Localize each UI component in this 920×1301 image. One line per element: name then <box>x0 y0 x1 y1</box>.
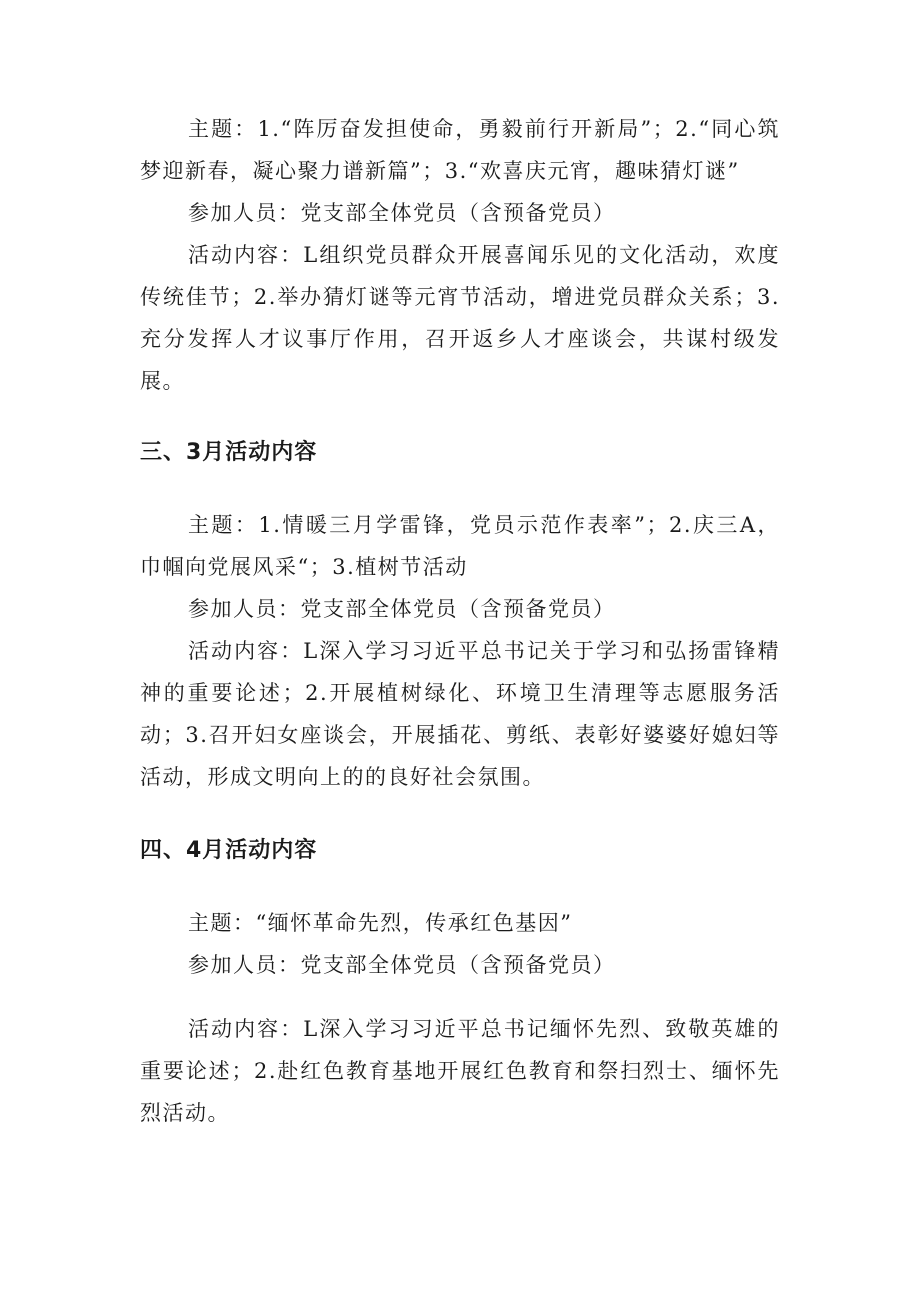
section2-theme: 主题：1.“阵厉奋发担使命，勇毅前行开新局”；2.“同心筑梦迎新春，凝心聚力谱新篇”；3.“欢喜庆元宵，趣味猜灯谜” <box>140 117 780 183</box>
section3-theme: 主题：1.情暖三月学雷锋，党员示范作表率”；2.庆三A，巾帼向党展风采“；3.植树节活动 <box>140 513 780 579</box>
section2-content: 活动内容：L组织党员群众开展喜闻乐见的文化活动，欢度传统佳节；2.举办猜灯谜等元宵节活动，增进党员群众关系；3.充分发挥人才议事厅作用，召开返乡人才座谈会，共谋村级发展。 <box>140 243 780 393</box>
section4-heading: 四、4月活动内容 <box>140 838 318 863</box>
section4-participants: 参加人员：党支部全体党员（含预备党员） <box>188 953 616 977</box>
section4-theme: 主题：“缅怀革命先烈，传承红色基因” <box>188 911 573 935</box>
section3-heading: 三、3月活动内容 <box>140 440 318 465</box>
section3-content: 活动内容：L深入学习习近平总书记关于学习和弘扬雷锋精神的重要论述；2.开展植树绿化、环境卫生清理等志愿服务活动；3.召开妇女座谈会，开展插花、剪纸、表彰好婆婆好媳妇等活动，形成文明向上的的良好社会氛围。 <box>140 639 780 789</box>
section3-participants: 参加人员：党支部全体党员（含预备党员） <box>188 597 616 621</box>
section2-participants: 参加人员：党支部全体党员（含预备党员） <box>188 201 616 225</box>
section4-content: 活动内容：L深入学习习近平总书记缅怀先烈、致敬英雄的重要论述；2.赴红色教育基地开展红色教育和祭扫烈士、缅怀先烈活动。 <box>140 1017 780 1125</box>
document-body <box>140 108 780 1134</box>
